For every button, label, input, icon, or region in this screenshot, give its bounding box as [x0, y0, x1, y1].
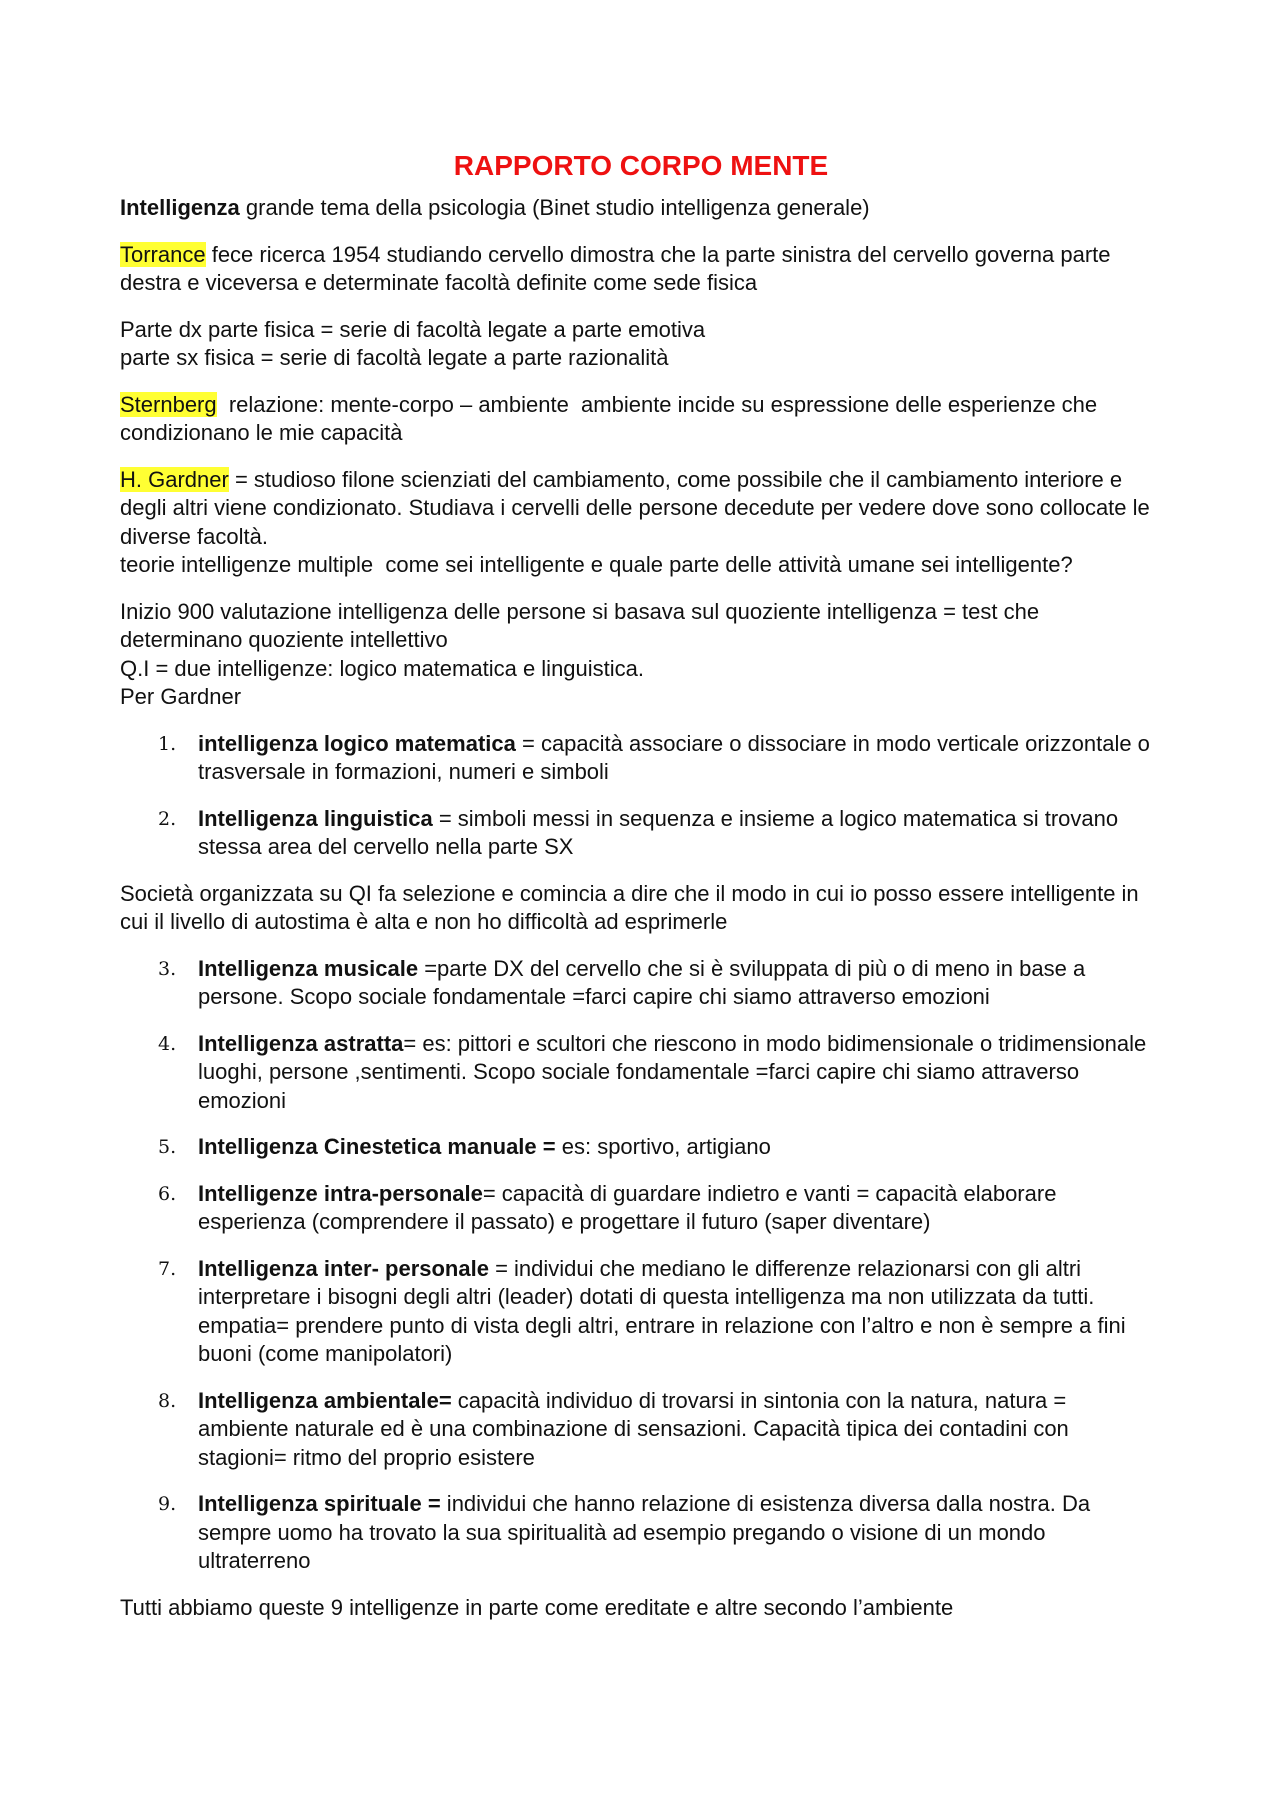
list-item [120, 1180, 1162, 1237]
list-text: = simboli messi in sequenza e insieme a logico matematica si trovano stessa area del cervello nella parte SX [198, 805, 1119, 859]
bold-term: Intelligenza inter- personale [198, 1255, 489, 1281]
list-text: individui che hanno relazione di esistenza diversa dalla nostra. Da sempre uomo ha trovato la sua spiritualità ad esempio pregando o visione di un mondo ultraterreno [198, 1491, 1091, 1573]
bold-term: Intelligenza Cinestetica manuale = [198, 1134, 556, 1159]
list-text: capacità individuo di trovarsi in sintonia con la natura, natura = ambiente naturale ed è una combinazione di sensazioni. Capacità tipica dei contadini con stagioni= ritmo del proprio esistere [198, 1387, 1069, 1470]
list-text: =parte DX del cervello che si è sviluppata di più o di meno in base a persone. Scopo sociale fondamentale =farci capire chi siamo attraverso emozioni [198, 955, 1086, 1009]
paragraph-text: relazione: mente-corpo – ambiente ambiente incide su espressione delle esperienze che condizionano le mie capacità [120, 391, 1104, 445]
list-extra-line: empatia= prendere punto di vista degli altri, entrare in relazione con l’altro e non è sempre a fini buoni (come manipolatori) [198, 1312, 1126, 1366]
paragraph-torrance [120, 241, 1162, 298]
list-item [120, 730, 1162, 787]
paragraph-text: = studioso filone scienziati del cambiamento, come possibile che il cambiamento interiore e degli altri viene condizionato. Studiava i cervelli delle persone decedute per vedere dove sono collocate le diverse facoltà. [120, 466, 1150, 549]
list-item [120, 1133, 1162, 1162]
bold-term: Intelligenza spirituale = [198, 1491, 441, 1516]
list-number: 8. [158, 1389, 177, 1412]
bold-term: Intelligenza [120, 195, 240, 220]
paragraph-text: fece ricerca 1954 studiando cervello dimostra che la parte sinistra del cervello governa parte destra e viceversa e determinate facoltà definite come sede fisica [120, 241, 1111, 295]
list-item [120, 1490, 1162, 1576]
bold-term: Intelligenza musicale [198, 955, 419, 981]
bold-term: intelligenza logico matematica [198, 730, 516, 756]
bold-term: Intelligenze intra-personale [198, 1180, 483, 1206]
intelligence-list-first [120, 730, 1162, 862]
paragraph-societa: Società organizzata su QI fa selezione e comincia a dire che il modo in cui io posso essere intelligente in cui il livello di autostima è alta e non ho difficoltà ad esprimerle [120, 880, 1139, 934]
list-item [120, 1030, 1162, 1116]
paragraph-quoziente [120, 598, 1162, 712]
paragraph-line: Inizio 900 valutazione intelligenza delle persone si basava sul quoziente intelligenza = test che determinano quoziente intellettivo [120, 598, 1040, 652]
document-title: RAPPORTO CORPO MENTE [453, 150, 829, 181]
list-text: = capacità associare o dissociare in modo verticale orizzontale o trasversale in formazioni, numeri e simboli [198, 730, 1150, 784]
intelligence-list-second [120, 955, 1162, 1576]
highlighted-name: Torrance [120, 241, 206, 267]
highlighted-name: H. Gardner [120, 466, 229, 492]
bold-term: Intelligenza astratta [198, 1030, 404, 1056]
list-item [120, 805, 1162, 862]
paragraph-text: grande tema della psicologia (Binet studio intelligenza generale) [239, 195, 870, 220]
highlighted-name: Sternberg [120, 391, 217, 417]
list-text: = capacità di guardare indietro e vanti = capacità elaborare esperienza (comprendere il passato) e progettare il futuro (saper diventare) [198, 1180, 1057, 1234]
list-number: 9. [158, 1493, 177, 1515]
paragraph-line: Per Gardner [120, 684, 242, 709]
list-item [120, 1387, 1162, 1473]
list-number: 5. [158, 1136, 177, 1158]
paragraph-intelligenza [120, 194, 1162, 223]
list-item [120, 955, 1162, 1012]
list-number: 6. [158, 1182, 177, 1205]
paragraph-conclusion: Tutti abbiamo queste 9 intelligenze in parte come ereditate e altre secondo l’ambiente [120, 1594, 954, 1620]
list-item [120, 1255, 1162, 1369]
bold-term: Intelligenza ambientale= [198, 1387, 452, 1413]
list-number: 4. [158, 1032, 177, 1055]
paragraph-parte-dx-sx [120, 316, 1162, 373]
bold-term: Intelligenza linguistica [198, 805, 433, 831]
list-number: 3. [158, 957, 177, 980]
list-text: es: sportivo, artigiano [555, 1134, 771, 1159]
paragraph-line: Q.I = due intelligenze: logico matematica e linguistica. [120, 655, 645, 681]
list-number: 1. [158, 732, 177, 755]
list-text: = individui che mediano le differenze relazionarsi con gli altri interpretare i bisogni degli altri (leader) dotati di questa intelligenza ma non utilizzata da tutti. [198, 1255, 1095, 1309]
paragraph-line: teorie intelligenze multiple come sei intelligente e quale parte delle attività umane sei intelligente? [120, 552, 1073, 577]
paragraph-sternberg [120, 391, 1162, 448]
list-number: 2. [158, 807, 177, 830]
list-number: 7. [158, 1257, 177, 1280]
paragraph-gardner [120, 466, 1162, 580]
paragraph-line: parte sx fisica = serie di facoltà legate a parte razionalità [120, 345, 669, 370]
paragraph-line: Parte dx parte fisica = serie di facoltà legate a parte emotiva [120, 316, 706, 342]
list-text: = es: pittori e scultori che riescono in modo bidimensionale o tridimensionale luoghi, persone ,sentimenti. Scopo sociale fondamentale =farci capire chi siamo attraverso emozioni [198, 1030, 1147, 1113]
